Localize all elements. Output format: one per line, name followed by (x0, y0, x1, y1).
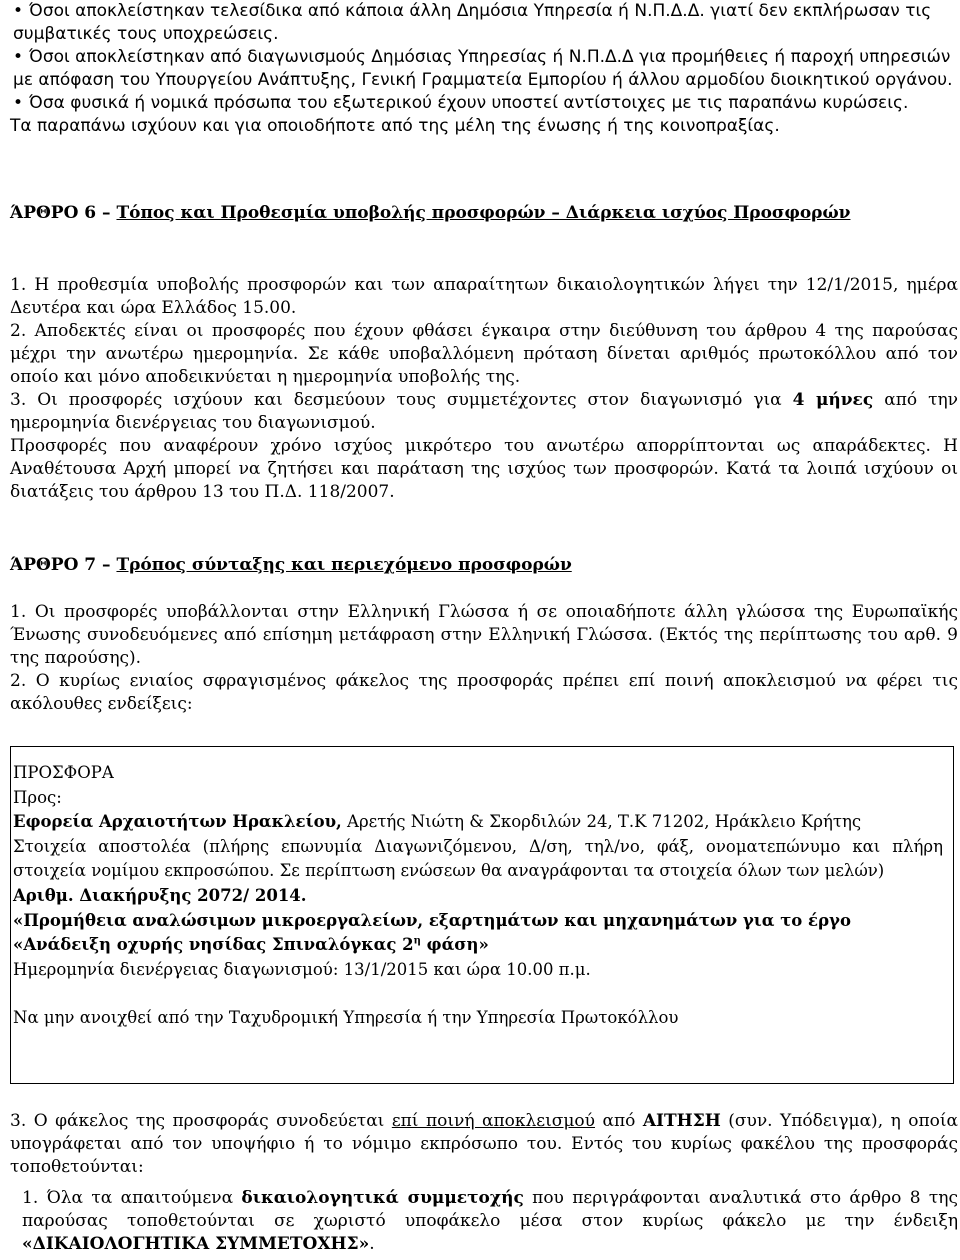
bullet-item: • Όσοι αποκλείστηκαν τελεσίδικα από κάποια άλλη Δημόσια Υπηρεσία ή Ν.Π.Δ.Δ. γιατί δεν εκπλήρωσαν τις συμβατικές τους υποχρεώσεις. (10, 0, 958, 46)
box-spacer (13, 982, 943, 1006)
validity-period: 4 μήνες (792, 390, 874, 410)
box-sender-info: Στοιχεία αποστολέα (πλήρης επωνυμία Διαγωνιζόμενου, Δ/ση, τηλ/νο, φάξ, ονοματεπώνυμο και πλήρη στοιχεία νομίμου εκπροσώπου. Σε περίπτωση ενώσεων θα αναγράφονται τα στοιχεία όλων των μελών) (13, 836, 943, 881)
box-title: ΠΡΟΣΦΟΡΑ (13, 763, 114, 782)
exclusion-bullets (10, 0, 958, 138)
paragraph-3: 3. Ο φάκελος της προσφοράς συνοδεύεται επί ποινή αποκλεισμού από ΑΙΤΗΣΗ (συν. Υπόδειγμα), η οποία υπογράφεται από τον υποψήφιο ή το νόμιμο εκπρόσωπο του. Εντός του κυρίως φακέλου της προσφοράς τοποθετούνται: (10, 1111, 959, 1177)
article-6-paragraph-2: 2. Αποδεκτές είναι οι προσφορές που έχουν φθάσει έγκαιρα στην διεύθυνση του άρθρου 4 της παρούσας μέχρι την ανωτέρω ημερομηνία. Σε κάθε υποβαλλόμενη πρόταση δίνεται αριθμός πρωτοκόλλου από τον οποίο και μόνο αποδεικνύεται η ημερομηνία υποβολής της. (10, 321, 958, 387)
article-7-number: ΆΡΘΡΟ 7 – (10, 555, 117, 575)
box-declaration-number: Αριθμ. Διακήρυξης 2072/ 2014. (13, 885, 307, 905)
article-6-body (10, 274, 958, 504)
exclusion-penalty-text: επί ποινή αποκλεισμού (391, 1111, 595, 1131)
article-6-heading (10, 202, 958, 225)
box-project-title: «Προμήθεια αναλώσιμων μικροεργαλείων, εξαρτημάτων και μηχανημάτων για το έργο «Ανάδειξη οχυρής νησίδας Σπιναλόγκας $2^\eta$ φάση» (13, 910, 851, 955)
application-text: ΑΙΤΗΣΗ (642, 1111, 721, 1131)
list-item: 1. Όλα τα απαιτούμενα δικαιολογητικά συμμετοχής που περιγράφονται αναλυτικά στο άρθρο 8 της παρούσας τοποθετούνται σε χωριστό υποφάκελο μέσα στον κυρίως φάκελο με την ένδειξη «ΔΙΚΑΙΟΛΟΓΗΤΙΚΑ ΣΥΜΜΕΤΟΧΗΣ». (22, 1188, 958, 1254)
article-7-paragraph-1: 1. Οι προσφορές υποβάλλονται στην Ελληνική Γλώσσα ή σε οποιαδήποτε άλλη γλώσσα της Ευρωπαϊκής Ένωσης συνοδευόμενες από επίσημη μετάφραση στην Ελληνική Γλώσσα. (Εκτός της περίπτωσης του αρθ. 9 της παρούσης). (10, 602, 958, 668)
article-7-body (10, 601, 958, 716)
box-addressee: Εφορεία Αρχαιοτήτων Ηρακλείου, Αρετής Νιώτη & Σκορδιλών 24, Τ.Κ 71202, Ηράκλειο Κρήτης (13, 812, 862, 832)
article-7-paragraph-2: 2. Ο κυρίως ενιαίος σφραγισμένος φάκελος της προσφοράς πρέπει επί ποινή αποκλεισμού να φέρει τις ακόλουθες ενδείξεις: (10, 671, 958, 714)
envelope-label-content (13, 761, 943, 1031)
envelope-label-box (10, 746, 954, 1084)
contents-list (10, 1187, 958, 1256)
article-6-paragraph-1: 1. Η προθεσμία υποβολής προσφορών και των απαραίτητων δικαιολογητικών λήγει την 12/1/2015, ημέρα Δευτέρα και ώρα Ελλάδος 15.00. (10, 275, 958, 318)
article-6-number: ΆΡΘΡΟ 6 – (10, 203, 117, 223)
box-to: Προς: (13, 787, 62, 807)
bullet-item: • Όσοι αποκλείστηκαν από διαγωνισμούς Δημόσιας Υπηρεσίας ή Ν.Π.Δ.Δ για προμήθειες ή παροχή υπηρεσιών με απόφαση του Υπουργείου Ανάπτυξης, Γενική Γραμματεία Εμπορίου ή άλλου αρμοδίου διοικητικού οργάνου. (10, 46, 958, 92)
box-warning: Να μην ανοιχθεί από την Ταχυδρομική Υπηρεσία ή την Υπηρεσία Πρωτοκόλλου (13, 1008, 679, 1028)
article-6-title: Τόπος και Προθεσμία υποβολής προσφορών – Διάρκεια ισχύος Προσφορών (116, 203, 851, 223)
box-date: Ημερομηνία διενέργειας διαγωνισμού: 13/1/2015 και ώρα 10.00 π.μ. (13, 959, 591, 979)
article-6-paragraph-4: Προσφορές που αναφέρουν χρόνο ισχύος μικρότερο του ανωτέρω απορρίπτονται ως απαράδεκτες. Η Αναθέτουσα Αρχή μπορεί να ζητήσει και παράταση της ισχύος των προσφορών. Κατά τα λοιπά ισχύουν οι διατάξεις του άρθρου 13 του Π.Δ. 118/2007. (10, 436, 958, 502)
article-6-paragraph-3: 3. Οι προσφορές ισχύουν και δεσμεύουν τους συμμετέχοντες στον διαγωνισμό για 4 μήνες από την ημερομηνία διενέργειας του διαγωνισμού. (10, 390, 959, 433)
article-7-heading (10, 554, 958, 577)
bullets-note: Τα παραπάνω ισχύουν και για οποιοδήποτε από της μέλη της ένωσης ή της κοινοπραξίας. (10, 116, 780, 136)
article-7-title: Τρόπος σύνταξης και περιεχόμενο προσφορών (116, 555, 572, 575)
bullet-item: • Όσα φυσικά ή νομικά πρόσωπα του εξωτερικού έχουν υποστεί αντίστοιχες με τις παραπάνω κυρώσεις. (10, 92, 958, 115)
